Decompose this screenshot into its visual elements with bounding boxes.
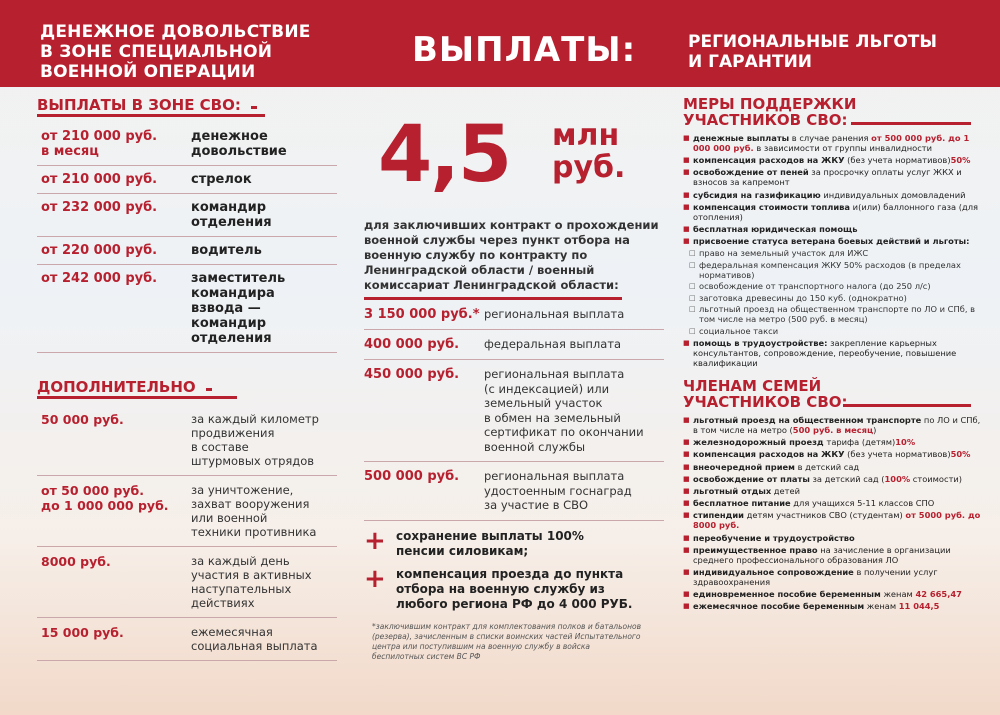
- payment-row: [37, 166, 337, 194]
- benefit-item: [683, 236, 983, 246]
- payment-description: заместитель командира взвода — командир отделения: [191, 271, 286, 346]
- benefit-text: в случае ранения: [789, 133, 872, 143]
- additional-description: за каждый километр продвижения в составе штурмовых отрядов: [191, 412, 319, 468]
- headline-amount: [364, 110, 664, 210]
- veteran-benefit-item: □ право на земельный участок для ИЖС: [689, 248, 983, 258]
- contract-payment-amount: 450 000 руб.: [364, 367, 460, 382]
- benefit-bold: присвоение статуса ветерана боевых действий и льготы:: [693, 236, 970, 247]
- benefit-bold: освобождение от платы: [693, 473, 810, 484]
- payment-description: командир отделения: [191, 200, 272, 230]
- contract-payment-amount: 500 000 руб.: [364, 469, 460, 484]
- benefit-text: закрепление карьерных консультантов, сопровождение, переобучение, повышение квалификации: [693, 337, 957, 368]
- headline-number: 4,5: [378, 110, 511, 200]
- plus-icon: +: [364, 525, 386, 556]
- benefit-item: [683, 510, 983, 530]
- divider: [37, 396, 237, 399]
- additional-amount: 8000 руб.: [41, 554, 111, 569]
- benefit-bold: железнодорожный проезд: [693, 437, 827, 448]
- veteran-benefit-item: □ льготный проезд на общественном транспорте по ЛО и СПб, в том числе на метро (500 руб. в месяц): [689, 304, 983, 324]
- benefit-text: (без учета нормативов): [844, 155, 951, 166]
- extra-benefit-row: [364, 525, 664, 559]
- benefit-highlight: 50%: [950, 155, 971, 166]
- benefit-bold: расходов на ЖКУ: [758, 449, 845, 460]
- benefit-item: [683, 224, 983, 234]
- additional-description: ежемесячная социальная выплата: [191, 625, 318, 653]
- benefit-item: [683, 202, 983, 222]
- payment-row: [37, 237, 337, 265]
- benefit-item: [683, 545, 983, 565]
- benefit-item: [683, 155, 983, 165]
- benefit-text: в зависимости от группы инвалидности: [753, 143, 933, 153]
- benefit-bold: компенсация: [693, 155, 759, 166]
- additional-description: за каждый день участия в активных наступательных действиях: [191, 554, 312, 610]
- extra-benefit-row: [364, 563, 664, 612]
- benefit-text: в детский сад: [794, 461, 860, 472]
- benefit-item: [683, 437, 983, 447]
- headline-unit: млн руб.: [552, 118, 626, 185]
- benefit-text: стоимости): [910, 473, 963, 484]
- benefit-item: [683, 498, 983, 508]
- contract-payment-row: [364, 300, 664, 330]
- payment-description: стрелок: [191, 172, 252, 187]
- benefit-text: женам: [880, 589, 916, 600]
- benefit-bold: освобождение от пеней: [693, 167, 809, 178]
- benefit-text: (без учета нормативов): [844, 449, 951, 460]
- benefit-text: по ЛО и СПб, в том числе на метро (: [693, 415, 981, 435]
- benefit-highlight: 50%: [950, 449, 971, 460]
- payment-description: денежное довольствие: [191, 129, 287, 159]
- benefit-bold: льготный проезд на общественном транспорте: [693, 415, 922, 425]
- header-left-title: ДЕНЕЖНОЕ ДОВОЛЬСТВИЕ В ЗОНЕ СПЕЦИАЛЬНОЙ ВОЕННОЙ ОПЕРАЦИИ: [40, 22, 311, 82]
- additional-amount: 15 000 руб.: [41, 625, 124, 640]
- veteran-benefit-item: □ социальное такси: [689, 326, 983, 336]
- contract-payments-list: [364, 300, 664, 521]
- benefit-highlight: от 5000 руб. до 8000 руб.: [693, 510, 981, 531]
- header-banner: [0, 0, 1000, 87]
- payment-amount: от 220 000 руб.: [41, 243, 158, 258]
- benefit-item: [683, 601, 983, 611]
- family-title: ЧЛЕНАМ СЕМЕЙ УЧАСТНИКОВ СВО:: [683, 377, 848, 411]
- additional-title: ДОПОЛНИТЕЛЬНО: [37, 378, 206, 396]
- contract-payment-row: [364, 330, 664, 360]
- veteran-benefits-sublist: [689, 248, 983, 336]
- benefit-highlight: 42 665,47: [915, 589, 962, 600]
- benefit-bold: бесплатная юридическая помощь: [693, 223, 858, 234]
- veteran-benefit-item: □ федеральная компенсация ЖКУ 50% расходов (в пределах нормативов): [689, 260, 983, 280]
- support-measures-title: МЕРЫ ПОДДЕРЖКИ УЧАСТНИКОВ СВО:: [683, 95, 857, 129]
- benefit-text: и(или) баллонного газа (для отопления): [693, 201, 979, 222]
- additional-row: [37, 476, 337, 547]
- benefit-bold: преимущественное право: [693, 544, 818, 555]
- benefit-text: за детский сад (: [809, 473, 885, 484]
- plus-icon: +: [364, 563, 386, 594]
- extra-benefit-text: сохранение выплаты 100% пенсии силовикам;: [396, 528, 584, 558]
- benefit-highlight: 11 044,5: [898, 601, 940, 612]
- benefit-text: на зачисление в организации среднего профессионального образования ЛО: [693, 544, 951, 565]
- additional-row: [37, 618, 337, 661]
- contract-payment-description: региональная выплата (с индексацией) или земельный участок в обмен на земельный сертификат по окончании военной службы: [484, 367, 644, 454]
- benefit-bold: единовременное пособие беременным: [693, 589, 881, 600]
- additional-payments-list: [37, 405, 337, 661]
- svo-payments-title: ВЫПЛАТЫ В ЗОНЕ СВО:: [37, 96, 251, 114]
- benefit-item: [683, 338, 983, 368]
- benefit-item: [683, 190, 983, 200]
- contract-payment-description: федеральная выплата: [484, 337, 622, 351]
- benefit-highlight: от 500 000 руб. до 1 000 000 руб.: [693, 133, 970, 153]
- divider: [843, 404, 971, 407]
- benefit-bold: ежемесячное пособие беременным: [693, 601, 865, 612]
- middle-column: [364, 110, 664, 662]
- left-column: [37, 95, 337, 661]
- payment-amount: от 242 000 руб.: [41, 271, 158, 286]
- payment-row: [37, 123, 337, 166]
- veteran-benefit-item: □ заготовка древесины до 150 куб. (однократно): [689, 293, 983, 303]
- contract-payment-description: региональная выплата удостоенным госнаград за участие в СВО: [484, 469, 632, 512]
- benefit-bold: помощь в трудоустройстве:: [693, 337, 828, 348]
- contract-payment-amount: 400 000 руб.: [364, 337, 460, 352]
- benefit-item: [683, 462, 983, 472]
- benefit-text: для учащихся 5-11 классов СПО: [790, 498, 935, 509]
- benefit-bold: бесплатное питание: [693, 498, 791, 509]
- benefit-item: [683, 474, 983, 484]
- contract-intro-text: для заключивших контракт о прохождении военной службы через пункт отбора на военную службу по контракту по Ленинградской области / военный комиссариат Ленинградской области:: [364, 218, 659, 292]
- contract-payment-row: [364, 360, 664, 462]
- benefit-text: детям участников СВО (студентам): [743, 510, 906, 521]
- payment-amount: от 232 000 руб.: [41, 200, 158, 215]
- contract-payment-row: [364, 462, 664, 521]
- benefit-item: [683, 533, 983, 543]
- benefit-text: в получении услуг здравоохранения: [693, 566, 938, 587]
- benefit-bold: льготный отдых: [693, 485, 772, 496]
- additional-amount: 50 000 руб.: [41, 412, 124, 427]
- benefit-bold: расходов на ЖКУ: [758, 155, 845, 166]
- benefit-item: [683, 167, 983, 187]
- benefit-item: [683, 133, 983, 153]
- benefit-bold: денежные выплаты: [693, 133, 790, 143]
- additional-amount: от 50 000 руб. до 1 000 000 руб.: [41, 483, 169, 513]
- payment-row: [37, 265, 337, 353]
- benefit-highlight: 100%: [884, 473, 911, 484]
- benefit-highlight: 10%: [895, 437, 916, 448]
- payment-row: [37, 194, 337, 237]
- payment-amount: от 210 000 руб.: [41, 172, 158, 187]
- header-middle-title: ВЫПЛАТЫ:: [412, 30, 637, 70]
- additional-description: за уничтожение, захват вооружения или военной техники противника: [191, 483, 317, 539]
- svo-payments-list: [37, 123, 337, 353]
- contract-payment-description: региональная выплата: [484, 307, 625, 321]
- benefit-text: детей: [771, 485, 800, 496]
- benefit-bold: компенсация: [693, 449, 759, 460]
- additional-row: [37, 547, 337, 618]
- benefit-item: [683, 486, 983, 496]
- divider: [37, 114, 265, 117]
- header-right-title: РЕГИОНАЛЬНЫЕ ЛЬГОТЫ И ГАРАНТИИ: [688, 32, 937, 72]
- benefit-highlight: 500 руб. в месяц: [792, 425, 874, 435]
- extra-benefit-text: компенсация проезда до пункта отбора на военную службу из любого региона РФ до 4 000 РУБ.: [396, 566, 633, 611]
- divider: [851, 122, 971, 125]
- payment-description: водитель: [191, 243, 262, 258]
- benefit-bold: индивидуальное сопровождение: [693, 566, 854, 577]
- benefit-item: [683, 415, 983, 435]
- benefit-bold: субсидия на газификацию: [693, 189, 821, 200]
- benefit-bold: стипендии: [693, 510, 744, 521]
- extra-benefits-list: [364, 525, 664, 612]
- benefit-item: [683, 567, 983, 587]
- family-benefits-list: [683, 415, 983, 611]
- benefit-text: за просрочку оплаты услуг ЖКХ и взносов за капремонт: [693, 167, 962, 188]
- support-measures-list: [683, 133, 983, 368]
- benefit-text: индивидуальных домовладений: [820, 189, 966, 200]
- benefit-text: тарифа (детям): [826, 437, 896, 448]
- payment-amount: от 210 000 руб. в месяц: [41, 129, 158, 159]
- benefit-bold: компенсация стоимости топлива: [693, 201, 851, 212]
- benefit-text: ): [873, 425, 877, 435]
- right-column: [683, 96, 983, 613]
- footnote: *заключившим контракт для комплектования полков и батальонов (резерва), зачисленным в списки воинских частей Испытательного центра или поступившим на военную службу в войска беспилотных систем ВС РФ: [372, 621, 642, 661]
- benefit-text: женам: [864, 601, 899, 612]
- benefit-bold: внеочередной прием: [693, 461, 795, 472]
- benefit-item: [683, 589, 983, 599]
- additional-row: [37, 405, 337, 476]
- benefit-bold: переобучение и трудоустройство: [693, 532, 855, 543]
- benefit-item: [683, 449, 983, 459]
- contract-payment-amount: 3 150 000 руб.*: [364, 307, 480, 322]
- veteran-benefit-item: □ освобождение от транспортного налога (до 250 л/с): [689, 281, 983, 291]
